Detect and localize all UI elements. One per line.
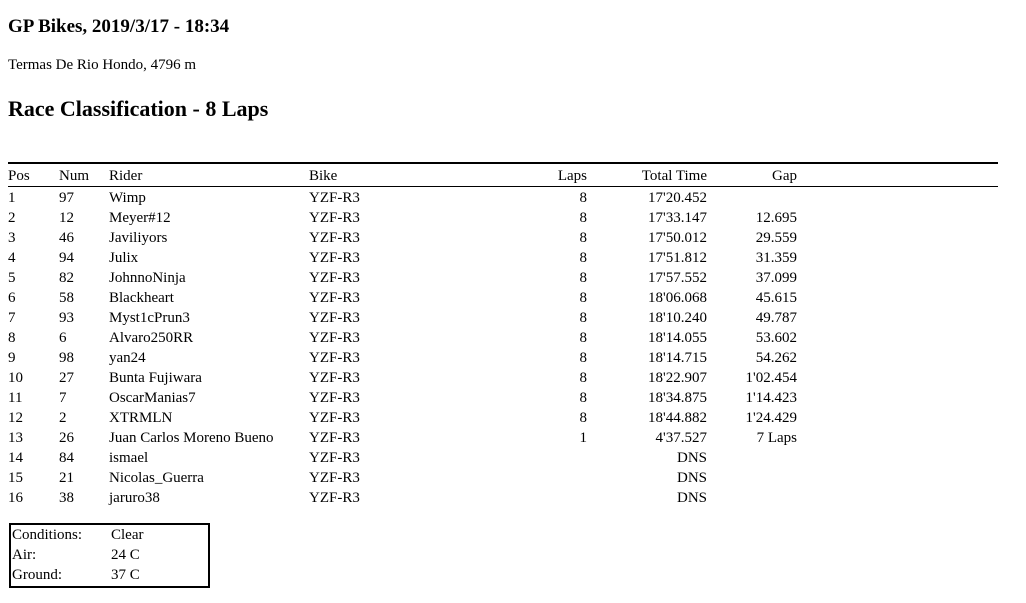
cell-rider: Blackheart	[109, 290, 174, 306]
cell-total-time: DNS	[676, 490, 707, 506]
cell-gap: 49.787	[755, 310, 797, 326]
cell-rider: JohnnoNinja	[109, 270, 186, 286]
cell-laps: 8	[579, 230, 587, 246]
cell-pos: 7	[8, 310, 16, 326]
cell-pos: 6	[8, 290, 16, 306]
cell-bike: YZF-R3	[309, 430, 360, 446]
cell-gap: 31.359	[755, 250, 797, 266]
column-header-laps: Laps	[557, 168, 587, 184]
cell-num: 12	[59, 210, 74, 226]
cell-num: 7	[59, 390, 67, 406]
cell-gap: 37.099	[755, 270, 797, 286]
cell-bike: YZF-R3	[309, 290, 360, 306]
cell-laps: 8	[579, 250, 587, 266]
cell-pos: 1	[8, 190, 16, 206]
column-header-bike: Bike	[309, 168, 338, 184]
cell-pos: 9	[8, 350, 16, 366]
cell-num: 46	[59, 230, 74, 246]
cell-gap: 1'14.423	[745, 390, 797, 406]
cell-pos: 16	[8, 490, 23, 506]
cell-rider: OscarManias7	[109, 390, 196, 406]
cell-rider: Meyer#12	[109, 210, 171, 226]
cell-total-time: 18'06.068	[648, 290, 707, 306]
cell-pos: 14	[8, 450, 23, 466]
conditions-row	[11, 525, 208, 545]
table-row	[8, 308, 998, 328]
cell-pos: 8	[8, 330, 16, 346]
cell-pos: 5	[8, 270, 16, 286]
cell-rider: jaruro38	[109, 490, 160, 506]
cell-total-time: DNS	[676, 450, 707, 466]
cell-bike: YZF-R3	[309, 490, 360, 506]
cell-total-time: 18'22.907	[648, 370, 707, 386]
cell-bike: YZF-R3	[309, 350, 360, 366]
cell-rider: Nicolas_Guerra	[109, 470, 204, 486]
cell-rider: XTRMLN	[109, 410, 173, 426]
cell-rider: Javiliyors	[109, 230, 168, 246]
cell-total-time: 17'33.147	[648, 210, 707, 226]
table-row	[8, 408, 998, 428]
cell-gap: 29.559	[755, 230, 797, 246]
conditions-label: Air:	[12, 547, 37, 563]
cell-gap: 7 Laps	[756, 430, 797, 446]
cell-pos: 2	[8, 210, 16, 226]
table-row	[8, 448, 998, 468]
cell-num: 84	[59, 450, 74, 466]
cell-laps: 8	[579, 270, 587, 286]
cell-pos: 10	[8, 370, 23, 386]
cell-total-time: 18'14.715	[648, 350, 707, 366]
table-row	[8, 348, 998, 368]
cell-bike: YZF-R3	[309, 470, 360, 486]
cell-num: 98	[59, 350, 74, 366]
cell-pos: 15	[8, 470, 23, 486]
conditions-label: Ground:	[12, 567, 62, 583]
cell-num: 2	[59, 410, 67, 426]
cell-bike: YZF-R3	[309, 210, 360, 226]
cell-laps: 8	[579, 210, 587, 226]
table-row	[8, 328, 998, 348]
table-row	[8, 288, 998, 308]
table-header	[8, 164, 998, 187]
column-header-total-time: Total Time	[641, 168, 707, 184]
cell-rider: ismael	[109, 450, 149, 466]
cell-gap: 1'24.429	[745, 410, 797, 426]
cell-laps: 8	[579, 190, 587, 206]
cell-bike: YZF-R3	[309, 330, 360, 346]
cell-num: 27	[59, 370, 74, 386]
cell-total-time: 18'34.875	[648, 390, 707, 406]
cell-rider: Myst1cPrun3	[109, 310, 190, 326]
cell-pos: 13	[8, 430, 23, 446]
cell-gap: 53.602	[755, 330, 797, 346]
cell-laps: 8	[579, 390, 587, 406]
cell-rider: Wimp	[109, 190, 146, 206]
table-row	[8, 388, 998, 408]
cell-rider: yan24	[109, 350, 146, 366]
cell-laps: 8	[579, 290, 587, 306]
conditions-value: 37 C	[111, 567, 140, 583]
cell-laps: 8	[579, 410, 587, 426]
cell-bike: YZF-R3	[309, 370, 360, 386]
conditions-box	[9, 523, 210, 588]
cell-total-time: 18'10.240	[648, 310, 707, 326]
cell-total-time: 17'51.812	[648, 250, 707, 266]
cell-laps: 8	[579, 350, 587, 366]
table-row	[8, 268, 998, 288]
page-title: GP Bikes, 2019/3/17 - 18:34	[8, 16, 230, 37]
column-header-gap: Gap	[772, 168, 797, 184]
cell-bike: YZF-R3	[309, 410, 360, 426]
cell-bike: YZF-R3	[309, 450, 360, 466]
results-table	[8, 162, 998, 508]
table-row	[8, 368, 998, 388]
cell-laps: 8	[579, 370, 587, 386]
cell-num: 38	[59, 490, 74, 506]
cell-pos: 4	[8, 250, 16, 266]
conditions-label: Conditions:	[12, 527, 83, 543]
cell-num: 26	[59, 430, 74, 446]
cell-laps: 1	[579, 430, 587, 446]
conditions-row	[11, 565, 208, 585]
cell-num: 93	[59, 310, 74, 326]
cell-num: 97	[59, 190, 74, 206]
cell-rider: Julix	[109, 250, 139, 266]
table-row	[8, 208, 998, 228]
table-row	[8, 428, 998, 448]
cell-num: 82	[59, 270, 74, 286]
cell-total-time: 18'14.055	[648, 330, 707, 346]
conditions-value: 24 C	[111, 547, 140, 563]
cell-bike: YZF-R3	[309, 390, 360, 406]
cell-laps: 8	[579, 330, 587, 346]
cell-bike: YZF-R3	[309, 190, 360, 206]
cell-total-time: 18'44.882	[648, 410, 707, 426]
cell-total-time: 17'20.452	[648, 190, 707, 206]
cell-rider: Bunta Fujiwara	[109, 370, 202, 386]
cell-gap: 54.262	[755, 350, 797, 366]
cell-pos: 11	[8, 390, 23, 406]
table-row	[8, 488, 998, 508]
cell-num: 6	[59, 330, 67, 346]
cell-gap: 12.695	[755, 210, 797, 226]
table-row	[8, 228, 998, 248]
column-header-num: Num	[59, 168, 89, 184]
track-info: Termas De Rio Hondo, 4796 m	[8, 57, 197, 73]
cell-pos: 12	[8, 410, 23, 426]
column-header-rider: Rider	[109, 168, 143, 184]
cell-rider: Alvaro250RR	[109, 330, 194, 346]
cell-bike: YZF-R3	[309, 230, 360, 246]
table-row	[8, 188, 998, 208]
table-row	[8, 248, 998, 268]
cell-num: 58	[59, 290, 74, 306]
conditions-value: Clear	[111, 527, 144, 543]
cell-num: 94	[59, 250, 74, 266]
cell-gap: 45.615	[755, 290, 797, 306]
cell-total-time: DNS	[676, 470, 707, 486]
conditions-row	[11, 545, 208, 565]
race-heading: Race Classification - 8 Laps	[8, 96, 269, 121]
cell-bike: YZF-R3	[309, 250, 360, 266]
cell-laps: 8	[579, 310, 587, 326]
table-row	[8, 468, 998, 488]
table-body	[8, 187, 998, 508]
cell-total-time: 17'50.012	[648, 230, 707, 246]
cell-total-time: 4'37.527	[655, 430, 707, 446]
cell-bike: YZF-R3	[309, 310, 360, 326]
cell-total-time: 17'57.552	[648, 270, 707, 286]
cell-pos: 3	[8, 230, 16, 246]
column-header-pos: Pos	[8, 168, 30, 184]
cell-rider: Juan Carlos Moreno Bueno	[109, 430, 274, 446]
cell-bike: YZF-R3	[309, 270, 360, 286]
cell-gap: 1'02.454	[745, 370, 797, 386]
cell-num: 21	[59, 470, 74, 486]
